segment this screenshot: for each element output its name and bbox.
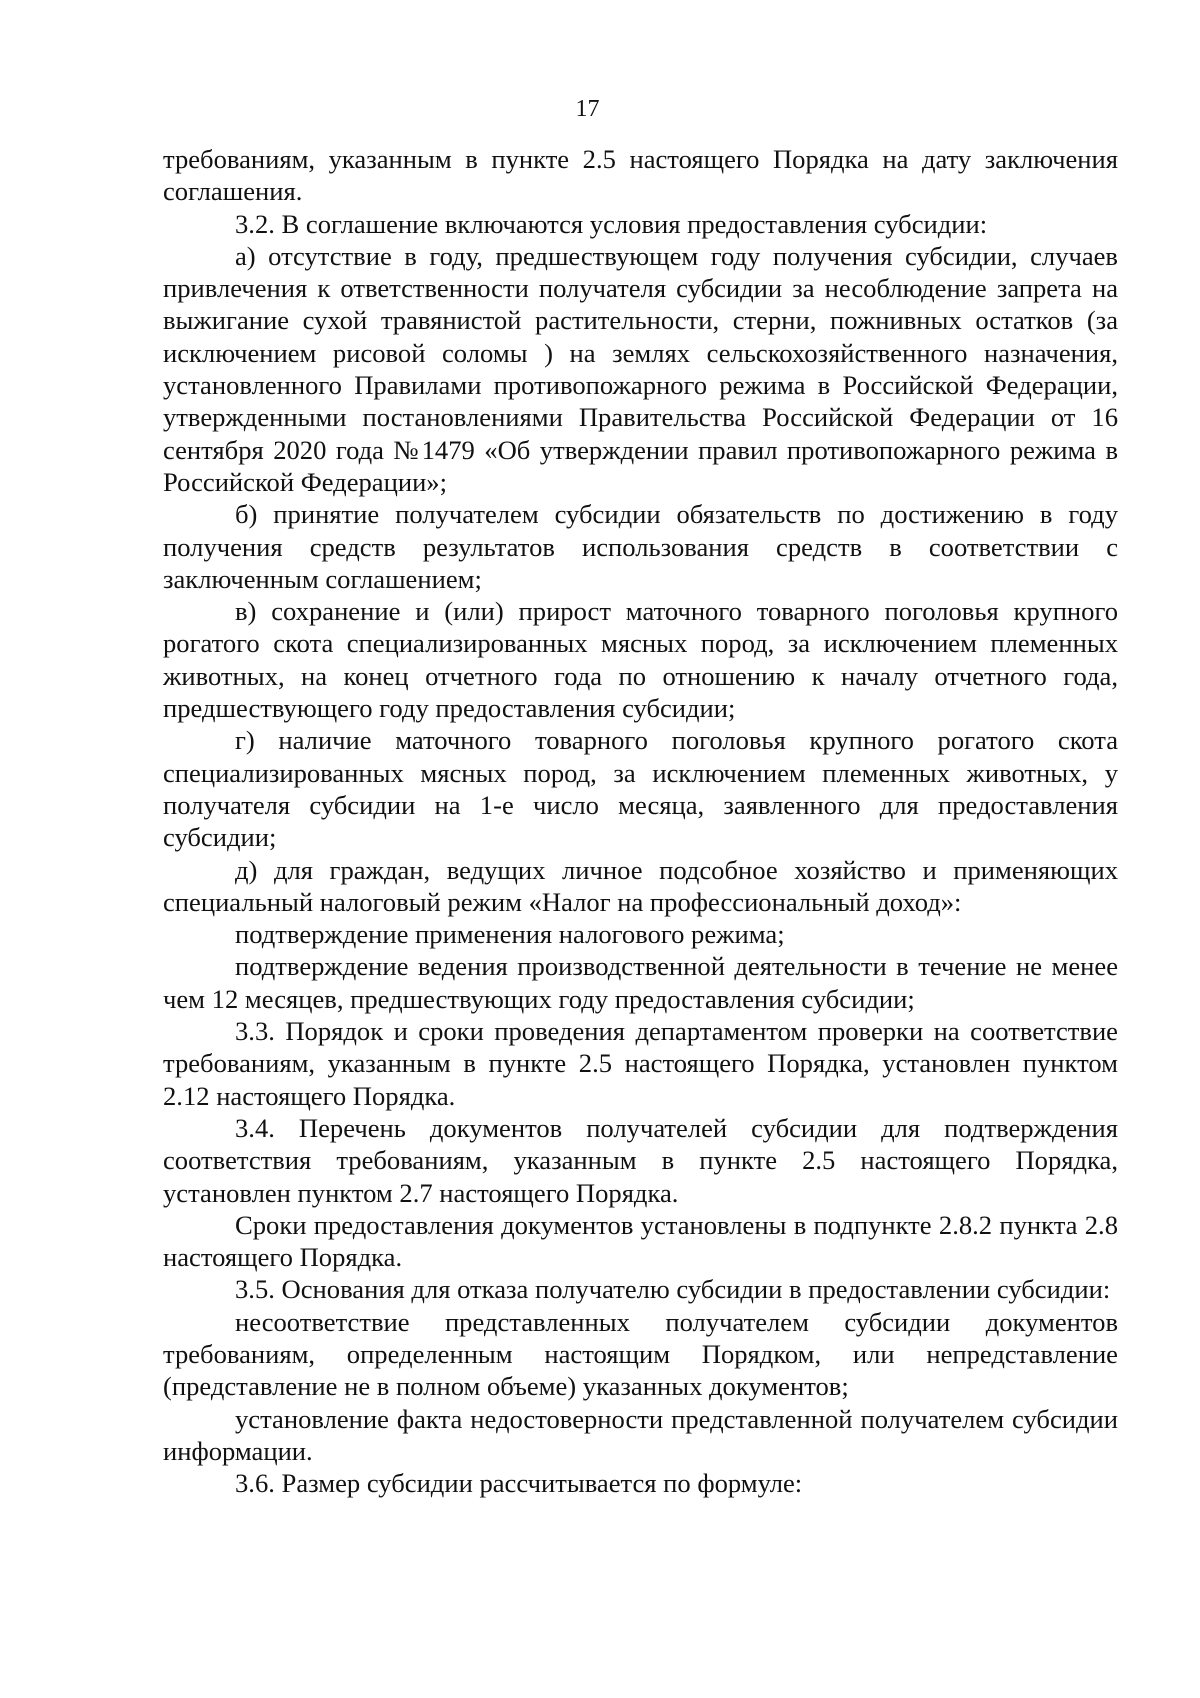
- paragraph-continuation: требованиям, указанным в пункте 2.5 настоящего Порядка на дату заключения соглашения.: [163, 144, 1118, 207]
- paragraph-3-4-deadlines: Сроки предоставления документов установлены в подпункте 2.8.2 пункта 2.8 настоящего Порядка.: [163, 1209, 1118, 1273]
- paragraph-3-2-d-item-2: подтверждение ведения производственной деятельности в течение не менее чем 12 месяцев, предшествующих году предоставления субсидии;: [163, 951, 1118, 1014]
- paragraph-3-2-g: г) наличие маточного товарного поголовья крупного рогатого скота специализированных мясных пород, за исключением племенных животных, у получателя субсидии на 1-е число месяца, заявленного для предоставления субсидии;: [163, 725, 1118, 853]
- paragraph-3-5-item-1: несоответствие представленных получателем субсидии документов требованиям, определенным настоящим Порядком, или непредставление (представление не в полном объеме) указанных документов;: [163, 1306, 1118, 1402]
- paragraph-3-4: 3.4. Перечень документов получателей субсидии для подтверждения соответствия требованиям, указанным в пункте 2.5 настоящего Порядка, установлен пунктом 2.7 настоящего Порядка.: [163, 1112, 1118, 1208]
- paragraph-3-2-d-item-1: подтверждение применения налогового режима;: [235, 919, 785, 950]
- paragraph-3-2-b: б) принятие получателем субсидии обязательств по достижению в году получения средств результатов использования средств в соответствии с заключенным соглашением;: [163, 499, 1118, 594]
- paragraph-3-2: 3.2. В соглашение включаются условия предоставления субсидии:: [235, 208, 988, 239]
- paragraph-3-3: 3.3. Порядок и сроки проведения департаментом проверки на соответствие требованиям, указанным в пункте 2.5 настоящего Порядка, установлен пунктом 2.12 настоящего Порядка.: [163, 1016, 1118, 1111]
- document-body: [163, 143, 1118, 1499]
- paragraph-3-6: 3.6. Размер субсидии рассчитывается по формуле:: [235, 1468, 803, 1499]
- paragraph-3-2-a: а) отсутствие в году, предшествующем году получения субсидии, случаев привлечения к ответственности получателя субсидии за несоблюдение запрета на выжигание сухой травянистой растительности, стерни, пожнивных остатков (за исключением рисовой соломы ) на землях сельскохозяйственного назначения, установленного Правилами противопожарного режима в Российской Федерации, утвержденными постановлениями Правительства Российской Федерации от 16 сентября 2020 года №1479 «Об утверждении правил противопожарного режима в Российской Федерации»;: [163, 240, 1118, 497]
- paragraph-3-2-d: д) для граждан, ведущих личное подсобное хозяйство и применяющих специальный налоговый режим «Налог на профессиональный доход»:: [163, 854, 1118, 917]
- paragraph-3-5-item-2: установление факта недостоверности представленной получателем субсидии информации.: [163, 1403, 1118, 1466]
- paragraph-3-5: 3.5. Основания для отказа получателю субсидии в предоставлении субсидии:: [235, 1274, 1111, 1305]
- paragraph-3-2-v: в) сохранение и (или) прирост маточного товарного поголовья крупного рогатого скота специализированных мясных пород, за исключением племенных животных, на конец отчетного года по отношению к началу отчетного года, предшествующего году предоставления субсидии;: [163, 596, 1118, 724]
- page-number: 17: [575, 96, 600, 122]
